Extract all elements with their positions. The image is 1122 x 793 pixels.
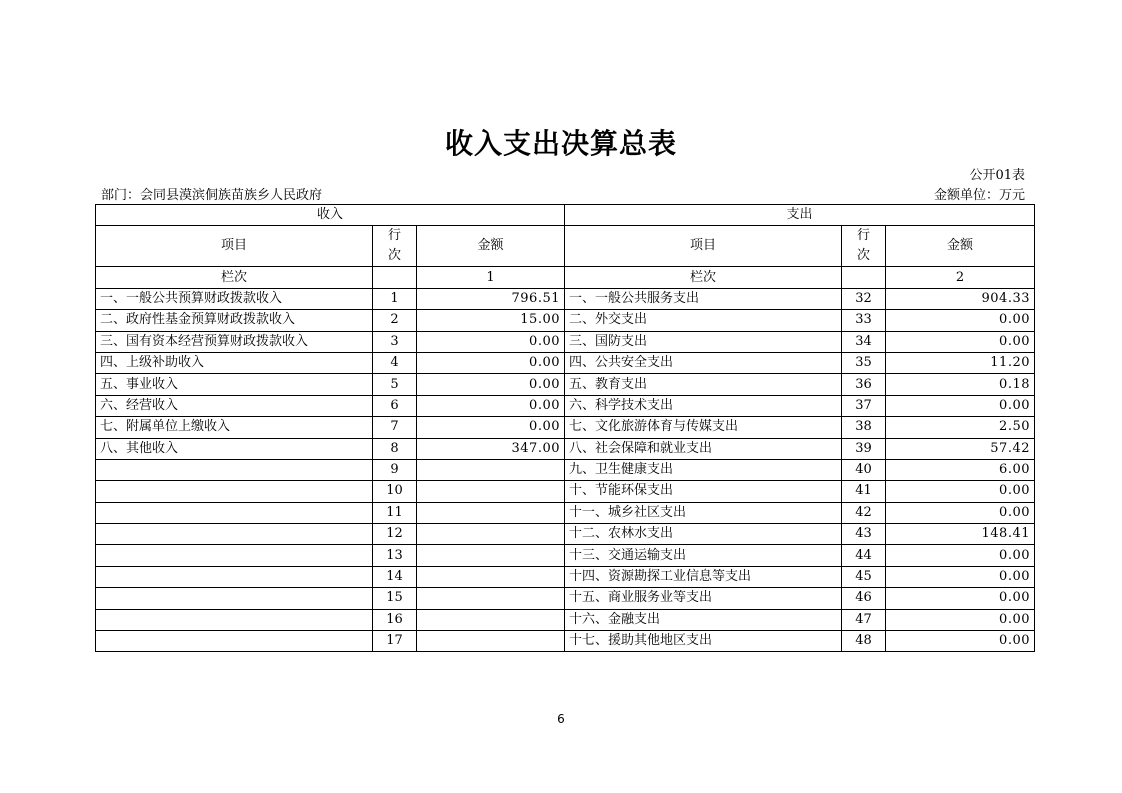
expense-amount-cell: 0.00 — [886, 331, 1035, 352]
expense-item-cell: 八、社会保障和就业支出 — [565, 438, 842, 459]
expense-amount-cell: 6.00 — [886, 459, 1035, 480]
expense-item-header: 项目 — [565, 226, 842, 267]
income-line-cell: 8 — [373, 438, 417, 459]
income-amount-cell — [417, 609, 565, 630]
expense-item-cell: 三、国防支出 — [565, 331, 842, 352]
income-item-cell: 五、事业收入 — [96, 374, 373, 395]
expense-amount-cell: 0.00 — [886, 395, 1035, 416]
table-row — [96, 459, 1035, 480]
expense-amount-cell: 2.50 — [886, 417, 1035, 438]
income-amount-cell: 0.00 — [417, 331, 565, 352]
table-row — [96, 331, 1035, 352]
page-number: 6 — [557, 712, 565, 726]
expense-line-cell: 33 — [842, 310, 886, 331]
table-row — [96, 631, 1035, 652]
income-amount-cell — [417, 524, 565, 545]
income-amount-cell — [417, 545, 565, 566]
expense-amount-cell: 11.20 — [886, 352, 1035, 373]
income-column-number: 1 — [417, 267, 565, 288]
table-row — [96, 566, 1035, 587]
table-row — [96, 545, 1035, 566]
income-item-cell: 六、经营收入 — [96, 395, 373, 416]
income-amount-header: 金额 — [417, 226, 565, 267]
income-item-header: 项目 — [96, 226, 373, 267]
income-item-cell: 七、附属单位上缴收入 — [96, 417, 373, 438]
column-header-row — [96, 226, 1035, 267]
expense-item-cell: 十四、资源勘探工业信息等支出 — [565, 566, 842, 587]
expense-item-cell: 二、外交支出 — [565, 310, 842, 331]
income-line-cell: 9 — [373, 459, 417, 480]
income-line-cell: 7 — [373, 417, 417, 438]
line-header-top: 行 — [387, 228, 401, 244]
expense-item-cell: 十一、城乡社区支出 — [565, 502, 842, 523]
table-row — [96, 288, 1035, 309]
income-line-cell: 14 — [373, 566, 417, 587]
expense-line-cell: 38 — [842, 417, 886, 438]
income-item-cell: 四、上级补助收入 — [96, 352, 373, 373]
line-header-top: 行 — [856, 228, 870, 244]
expense-amount-cell: 0.00 — [886, 481, 1035, 502]
expense-item-cell: 四、公共安全支出 — [565, 352, 842, 373]
income-line-cell: 5 — [373, 374, 417, 395]
income-amount-cell: 15.00 — [417, 310, 565, 331]
table-row — [96, 395, 1035, 416]
expense-amount-cell: 0.18 — [886, 374, 1035, 395]
income-amount-cell: 347.00 — [417, 438, 565, 459]
income-amount-cell — [417, 481, 565, 502]
income-line-cell: 1 — [373, 288, 417, 309]
line-header-bottom: 次 — [856, 248, 870, 264]
table-row — [96, 502, 1035, 523]
expense-amount-cell: 0.00 — [886, 310, 1035, 331]
expense-column-number: 2 — [886, 267, 1035, 288]
income-expense-table — [95, 204, 1035, 652]
expense-amount-cell: 904.33 — [886, 288, 1035, 309]
expense-item-cell: 十七、援助其他地区支出 — [565, 631, 842, 652]
expense-item-cell: 十六、金融支出 — [565, 609, 842, 630]
income-item-cell — [96, 502, 373, 523]
table-row — [96, 609, 1035, 630]
income-item-cell: 一、一般公共预算财政拨款收入 — [96, 288, 373, 309]
income-line-cell: 11 — [373, 502, 417, 523]
income-amount-cell: 0.00 — [417, 395, 565, 416]
table-row — [96, 417, 1035, 438]
expense-item-cell: 十、节能环保支出 — [565, 481, 842, 502]
expense-column-label: 栏次 — [565, 267, 842, 288]
empty-cell — [373, 267, 417, 288]
expense-line-cell: 36 — [842, 374, 886, 395]
expense-amount-cell: 0.00 — [886, 631, 1035, 652]
income-line-cell: 10 — [373, 481, 417, 502]
expense-item-cell: 十五、商业服务业等支出 — [565, 588, 842, 609]
expense-line-cell: 41 — [842, 481, 886, 502]
expense-amount-cell: 0.00 — [886, 545, 1035, 566]
expense-line-cell: 43 — [842, 524, 886, 545]
form-number: 公开01表 — [969, 168, 1025, 183]
empty-cell — [842, 267, 886, 288]
income-amount-cell — [417, 502, 565, 523]
income-item-cell: 二、政府性基金预算财政拨款收入 — [96, 310, 373, 331]
income-line-header — [373, 226, 417, 267]
income-item-cell — [96, 481, 373, 502]
income-amount-cell — [417, 631, 565, 652]
income-column-label: 栏次 — [96, 267, 373, 288]
expense-amount-cell: 0.00 — [886, 609, 1035, 630]
column-number-row — [96, 267, 1035, 288]
income-line-cell: 6 — [373, 395, 417, 416]
expense-item-cell: 一、一般公共服务支出 — [565, 288, 842, 309]
expense-item-cell: 五、教育支出 — [565, 374, 842, 395]
expense-line-cell: 34 — [842, 331, 886, 352]
income-item-cell: 三、国有资本经营预算财政拨款收入 — [96, 331, 373, 352]
expense-item-cell: 十二、农林水支出 — [565, 524, 842, 545]
income-amount-cell: 0.00 — [417, 352, 565, 373]
expense-amount-cell: 148.41 — [886, 524, 1035, 545]
expense-amount-cell: 0.00 — [886, 502, 1035, 523]
expense-item-cell: 七、文化旅游体育与传媒支出 — [565, 417, 842, 438]
income-item-cell — [96, 566, 373, 587]
income-line-cell: 2 — [373, 310, 417, 331]
income-line-cell: 17 — [373, 631, 417, 652]
income-line-cell: 15 — [373, 588, 417, 609]
expense-line-cell: 32 — [842, 288, 886, 309]
income-amount-cell — [417, 459, 565, 480]
income-amount-cell: 0.00 — [417, 374, 565, 395]
income-line-cell: 3 — [373, 331, 417, 352]
expense-amount-cell: 57.42 — [886, 438, 1035, 459]
income-item-cell — [96, 588, 373, 609]
table-row — [96, 310, 1035, 331]
page-title: 收入支出决算总表 — [444, 127, 677, 160]
income-line-cell: 4 — [373, 352, 417, 373]
income-item-cell: 八、其他收入 — [96, 438, 373, 459]
department-label: 部门：会同县漠滨侗族苗族乡人民政府 — [101, 188, 323, 203]
expense-line-cell: 35 — [842, 352, 886, 373]
expense-item-cell: 十三、交通运输支出 — [565, 545, 842, 566]
income-item-cell — [96, 609, 373, 630]
income-item-cell — [96, 631, 373, 652]
expense-section-header: 支出 — [565, 205, 1035, 226]
income-amount-cell: 0.00 — [417, 417, 565, 438]
amount-unit-label: 金额单位：万元 — [933, 188, 1025, 203]
expense-line-header — [842, 226, 886, 267]
expense-item-cell: 六、科学技术支出 — [565, 395, 842, 416]
expense-amount-cell: 0.00 — [886, 588, 1035, 609]
expense-line-cell: 46 — [842, 588, 886, 609]
income-amount-cell: 796.51 — [417, 288, 565, 309]
table-row — [96, 524, 1035, 545]
income-amount-cell — [417, 588, 565, 609]
income-amount-cell — [417, 566, 565, 587]
expense-line-cell: 48 — [842, 631, 886, 652]
expense-line-cell: 40 — [842, 459, 886, 480]
income-item-cell — [96, 459, 373, 480]
expense-line-cell: 42 — [842, 502, 886, 523]
table-row — [96, 588, 1035, 609]
income-item-cell — [96, 545, 373, 566]
table-row — [96, 374, 1035, 395]
expense-line-cell: 39 — [842, 438, 886, 459]
income-item-cell — [96, 524, 373, 545]
table-row — [96, 352, 1035, 373]
income-section-header: 收入 — [96, 205, 565, 226]
expense-amount-header: 金额 — [886, 226, 1035, 267]
income-line-cell: 13 — [373, 545, 417, 566]
expense-line-cell: 44 — [842, 545, 886, 566]
expense-amount-cell: 0.00 — [886, 566, 1035, 587]
expense-line-cell: 45 — [842, 566, 886, 587]
section-header-row — [96, 205, 1035, 226]
table-row — [96, 438, 1035, 459]
line-header-bottom: 次 — [387, 248, 401, 264]
expense-line-cell: 37 — [842, 395, 886, 416]
income-line-cell: 12 — [373, 524, 417, 545]
income-line-cell: 16 — [373, 609, 417, 630]
expense-line-cell: 47 — [842, 609, 886, 630]
table-row — [96, 481, 1035, 502]
expense-item-cell: 九、卫生健康支出 — [565, 459, 842, 480]
